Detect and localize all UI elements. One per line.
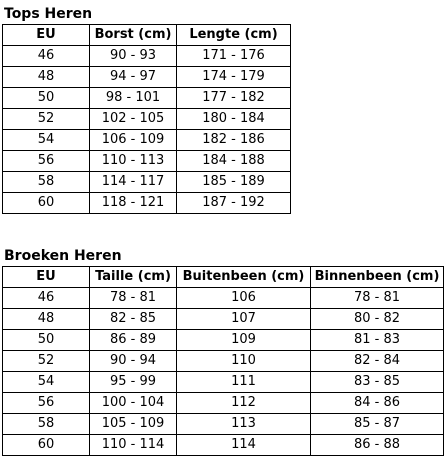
- table-cell: 83 - 85: [311, 372, 444, 393]
- table-cell: 85 - 87: [311, 414, 444, 435]
- table-cell: 86 - 88: [311, 435, 444, 456]
- table-cell: 78 - 81: [311, 288, 444, 309]
- table-row: [3, 46, 291, 67]
- table-cell: 80 - 82: [311, 309, 444, 330]
- table-header-row: [3, 25, 291, 46]
- table-cell: 46: [3, 46, 90, 67]
- table-cell: 78 - 81: [90, 288, 177, 309]
- tops-section-title: Tops Heren: [4, 6, 93, 22]
- column-header-borst: Borst (cm): [90, 25, 177, 46]
- table-cell: 60: [3, 193, 90, 214]
- table-cell: 48: [3, 67, 90, 88]
- table-cell: 111: [177, 372, 311, 393]
- table-cell: 95 - 99: [90, 372, 177, 393]
- table-cell: 105 - 109: [90, 414, 177, 435]
- table-row: [3, 109, 291, 130]
- table-cell: 90 - 93: [90, 46, 177, 67]
- column-header-taille: Taille (cm): [90, 267, 177, 288]
- table-cell: 90 - 94: [90, 351, 177, 372]
- table-cell: 98 - 101: [90, 88, 177, 109]
- table-cell: 112: [177, 393, 311, 414]
- table-cell: 185 - 189: [177, 172, 291, 193]
- column-header-eu: EU: [3, 25, 90, 46]
- table-cell: 46: [3, 288, 90, 309]
- table-cell: 50: [3, 330, 90, 351]
- table-cell: 81 - 83: [311, 330, 444, 351]
- table-cell: 177 - 182: [177, 88, 291, 109]
- table-cell: 174 - 179: [177, 67, 291, 88]
- table-header-row: [3, 267, 444, 288]
- table-cell: 84 - 86: [311, 393, 444, 414]
- table-cell: 180 - 184: [177, 109, 291, 130]
- column-header-lengte: Lengte (cm): [177, 25, 291, 46]
- table-row: [3, 393, 444, 414]
- table-row: [3, 130, 291, 151]
- table-cell: 106 - 109: [90, 130, 177, 151]
- table-row: [3, 88, 291, 109]
- table-row: [3, 67, 291, 88]
- table-cell: 54: [3, 372, 90, 393]
- table-cell: 110 - 114: [90, 435, 177, 456]
- table-cell: 114: [177, 435, 311, 456]
- table-row: [3, 414, 444, 435]
- table-row: [3, 193, 291, 214]
- table-row: [3, 309, 444, 330]
- table-cell: 109: [177, 330, 311, 351]
- table-cell: 56: [3, 151, 90, 172]
- table-cell: 58: [3, 172, 90, 193]
- table-cell: 54: [3, 130, 90, 151]
- column-header-binnenbeen: Binnenbeen (cm): [311, 267, 444, 288]
- table-row: [3, 372, 444, 393]
- table-cell: 110: [177, 351, 311, 372]
- table-row: [3, 172, 291, 193]
- table-cell: 82 - 85: [90, 309, 177, 330]
- broeken-size-table: [2, 266, 444, 456]
- table-row: [3, 330, 444, 351]
- table-cell: 118 - 121: [90, 193, 177, 214]
- table-cell: 184 - 188: [177, 151, 291, 172]
- table-cell: 48: [3, 309, 90, 330]
- table-cell: 52: [3, 109, 90, 130]
- table-row: [3, 288, 444, 309]
- table-cell: 100 - 104: [90, 393, 177, 414]
- table-row: [3, 351, 444, 372]
- table-cell: 182 - 186: [177, 130, 291, 151]
- table-cell: 86 - 89: [90, 330, 177, 351]
- table-cell: 82 - 84: [311, 351, 444, 372]
- table-cell: 171 - 176: [177, 46, 291, 67]
- table-row: [3, 151, 291, 172]
- table-cell: 106: [177, 288, 311, 309]
- table-cell: 107: [177, 309, 311, 330]
- table-cell: 50: [3, 88, 90, 109]
- table-cell: 56: [3, 393, 90, 414]
- table-cell: 94 - 97: [90, 67, 177, 88]
- table-cell: 58: [3, 414, 90, 435]
- table-cell: 114 - 117: [90, 172, 177, 193]
- table-cell: 52: [3, 351, 90, 372]
- broeken-section-title: Broeken Heren: [4, 248, 122, 264]
- table-cell: 110 - 113: [90, 151, 177, 172]
- table-cell: 113: [177, 414, 311, 435]
- table-cell: 102 - 105: [90, 109, 177, 130]
- table-cell: 60: [3, 435, 90, 456]
- column-header-eu: EU: [3, 267, 90, 288]
- table-cell: 187 - 192: [177, 193, 291, 214]
- table-row: [3, 435, 444, 456]
- column-header-buitenbeen: Buitenbeen (cm): [177, 267, 311, 288]
- tops-size-table: [2, 24, 291, 214]
